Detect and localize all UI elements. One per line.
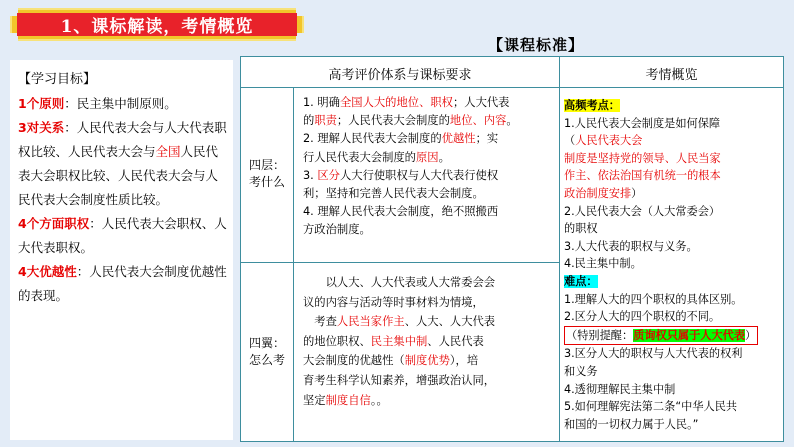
difficult-point-line [564, 291, 782, 309]
difficult-point-line [564, 345, 782, 363]
text-span: （ [564, 134, 576, 148]
highlight-text: 全国人大的地位、职权 [339, 96, 453, 109]
row-label-four-layers [249, 157, 285, 191]
text-span: ；实 [475, 132, 499, 146]
text-span: 。 [506, 114, 518, 128]
exam-method-line [303, 371, 557, 391]
text-span: ；人大代表 [452, 96, 510, 109]
highlight-text: 区分 [317, 168, 340, 182]
special-reminder-box [564, 326, 758, 346]
table-divider [559, 57, 560, 441]
reminder-highlight: 质询权只属于人大代表 [633, 328, 746, 342]
four-wings-content [303, 273, 557, 410]
frequent-point-line [564, 132, 782, 150]
exam-method-line [303, 273, 557, 293]
text-span: 的职权 [564, 222, 598, 236]
highlight-text: 优越性 [441, 132, 476, 146]
text-span: 3.区分人大的职权与人大代表的权利 [564, 347, 743, 361]
text-span: 人大行使职权与人大代表行使权 [339, 168, 499, 182]
text-span: 5.如何理解宪法第二条“中华人民共 [564, 400, 738, 414]
text-span: 议的内容与活动等时事材料为情境， [303, 295, 484, 309]
col-header-requirements: 高考评价体系与课标要求 [328, 68, 472, 83]
frequent-point-line [564, 238, 782, 256]
text-span: ），培 [449, 354, 479, 368]
row-label-line: 四翼： [249, 336, 286, 350]
goal-text: ：民主集中制原则。 [64, 96, 177, 111]
exam-method-line [303, 312, 557, 332]
curriculum-table [240, 56, 784, 442]
text-span: ；人民代表大会制度的 [336, 114, 450, 128]
text-span: 2.区分人大的四个职权的不同。 [564, 310, 721, 324]
requirement-line [303, 203, 557, 221]
table-divider [241, 87, 783, 88]
highlight-text: 人民当家作主 [336, 315, 405, 329]
table-divider [241, 262, 559, 263]
text-span: 3.人大代表的职权与义务。 [564, 239, 698, 253]
requirement-line [303, 130, 557, 148]
frequent-point-line [564, 115, 782, 133]
highlight-text: 制度自信 [325, 393, 371, 407]
row-label-four-wings [249, 335, 285, 369]
learning-goal-item [18, 116, 227, 212]
requirement-number: 2. [303, 132, 318, 146]
text-span: 4.民主集中制。 [564, 257, 642, 271]
four-layers-content [303, 94, 557, 240]
requirement-number: 3. [303, 168, 318, 182]
text-span: 。。 [370, 393, 388, 407]
reminder-prefix: （特别提醒： [566, 328, 634, 342]
difficult-point-line [564, 381, 782, 399]
goal-highlight: 全国 [155, 144, 181, 159]
frequent-points-label-row [564, 97, 782, 115]
requirement-line [303, 149, 557, 167]
requirement-line [303, 221, 557, 239]
col-header-exam-overview: 考情概览 [645, 68, 698, 83]
requirement-number: 4. [303, 205, 318, 219]
highlight-text: 作主、依法治国有机统一的根本 [564, 169, 721, 183]
row-label-line: 四层： [249, 158, 286, 172]
highlight-text: 民主集中制 [370, 334, 428, 348]
text-span: 1.人民代表大会制度是如何保障 [564, 116, 721, 130]
difficult-points-label: 难点： [564, 274, 598, 288]
frequent-point-line [564, 255, 782, 273]
text-span: 和义务 [564, 364, 598, 378]
difficult-point-line [564, 363, 782, 381]
text-span: 的地位职权、 [303, 334, 371, 348]
text-span: 以人大、人大代表或人大常委会会 [325, 276, 496, 289]
difficult-point-line [564, 416, 782, 434]
highlight-text: 政治制度安排 [564, 186, 632, 200]
text-span: 理解人民代表大会制度，绝不照搬西 [317, 205, 499, 219]
banner-title: 1、课标解读，考情概览 [60, 17, 254, 37]
text-span: 2.人民代表大会（人大常委会） [564, 204, 721, 218]
frequent-point-line [564, 203, 782, 221]
table-divider [293, 87, 294, 441]
goal-text: 人民代表大会职权比较、人民代表大会与人民代表大会制度性质比较。 [18, 144, 219, 207]
banner-inner [17, 13, 297, 36]
text-span: 、人大、人大代表 [404, 315, 496, 329]
frequent-point-line [564, 150, 782, 168]
goal-key: 4大优越性 [18, 264, 77, 279]
learning-goal-item [18, 92, 227, 116]
text-span: ） [631, 186, 643, 200]
goal-key: 4个方面职权 [18, 216, 90, 231]
text-span: 。 [438, 150, 450, 164]
difficult-point-line [564, 308, 782, 326]
text-span: 大会制度的优越性（ [303, 354, 405, 368]
requirement-number: 1. [303, 96, 318, 109]
highlight-text: 制度优势 [404, 354, 450, 368]
reminder-suffix: ） [745, 328, 757, 342]
difficult-point-line [564, 398, 782, 416]
requirement-line [303, 185, 557, 203]
exam-overview-content [564, 97, 782, 433]
frequent-point-line [564, 220, 782, 238]
special-reminder [564, 326, 782, 346]
frequent-point-line [564, 167, 782, 185]
text-span: 考查 [314, 315, 337, 329]
goal-key: 1个原则 [18, 96, 65, 111]
highlight-text: 地位、内容 [449, 114, 507, 128]
exam-method-line [303, 332, 557, 352]
text-span: 利；坚持和完善人民代表大会制度。 [303, 187, 484, 201]
text-span: 理解人民代表大会制度的 [317, 132, 442, 146]
learning-goals-heading: 【学习目标】 [18, 72, 97, 87]
text-span: 方政治制度。 [303, 223, 371, 237]
goal-text: ：人民代表大会制度优越性的表现。 [18, 264, 227, 303]
highlight-text: 制度是坚持党的领导、人民当家 [564, 151, 721, 165]
text-span: 坚定 [303, 393, 326, 407]
text-span: 1.理解人大的四个职权的具体区别。 [564, 292, 743, 306]
exam-method-line [303, 391, 557, 411]
learning-goals-panel [10, 60, 233, 440]
goal-text: ：人民代表大会与人大代表职权比较、人民代表大会与 [18, 120, 227, 159]
requirement-line [303, 94, 557, 112]
exam-method-line [303, 293, 557, 313]
text-span: 4.透彻理解民主集中制 [564, 382, 676, 396]
row-label-line: 怎么考 [249, 353, 286, 367]
exam-method-line [303, 351, 557, 371]
requirement-line [303, 112, 557, 130]
frequent-points-label: 高频考点： [564, 99, 620, 112]
text-span: 行人民代表大会制度的 [303, 150, 416, 164]
text-span: 育考生科学认知素养，增强政治认同， [303, 373, 496, 387]
text-span: 的 [303, 114, 315, 128]
goal-key: 3对关系 [18, 120, 65, 135]
highlight-text: 职责 [314, 114, 337, 128]
text-span: 明确 [317, 96, 340, 109]
curriculum-standard-heading: 【课程标准】 [488, 36, 585, 54]
goal-text: ：人民代表大会职权、人大代表职权。 [18, 216, 227, 255]
text-span: 和国的一切权力属于人民。” [564, 417, 699, 431]
difficult-points-label-row [564, 273, 782, 291]
section-banner [10, 8, 304, 41]
highlight-text: 原因 [415, 150, 439, 164]
frequent-point-line [564, 185, 782, 203]
learning-goal-item [18, 260, 227, 308]
text-span: 、人民代表 [427, 334, 484, 348]
learning-goals-list [18, 92, 227, 308]
learning-goal-item [18, 212, 227, 260]
requirement-line [303, 167, 557, 185]
row-label-line: 考什么 [249, 175, 286, 189]
highlight-text: 人民代表大会 [575, 134, 643, 148]
